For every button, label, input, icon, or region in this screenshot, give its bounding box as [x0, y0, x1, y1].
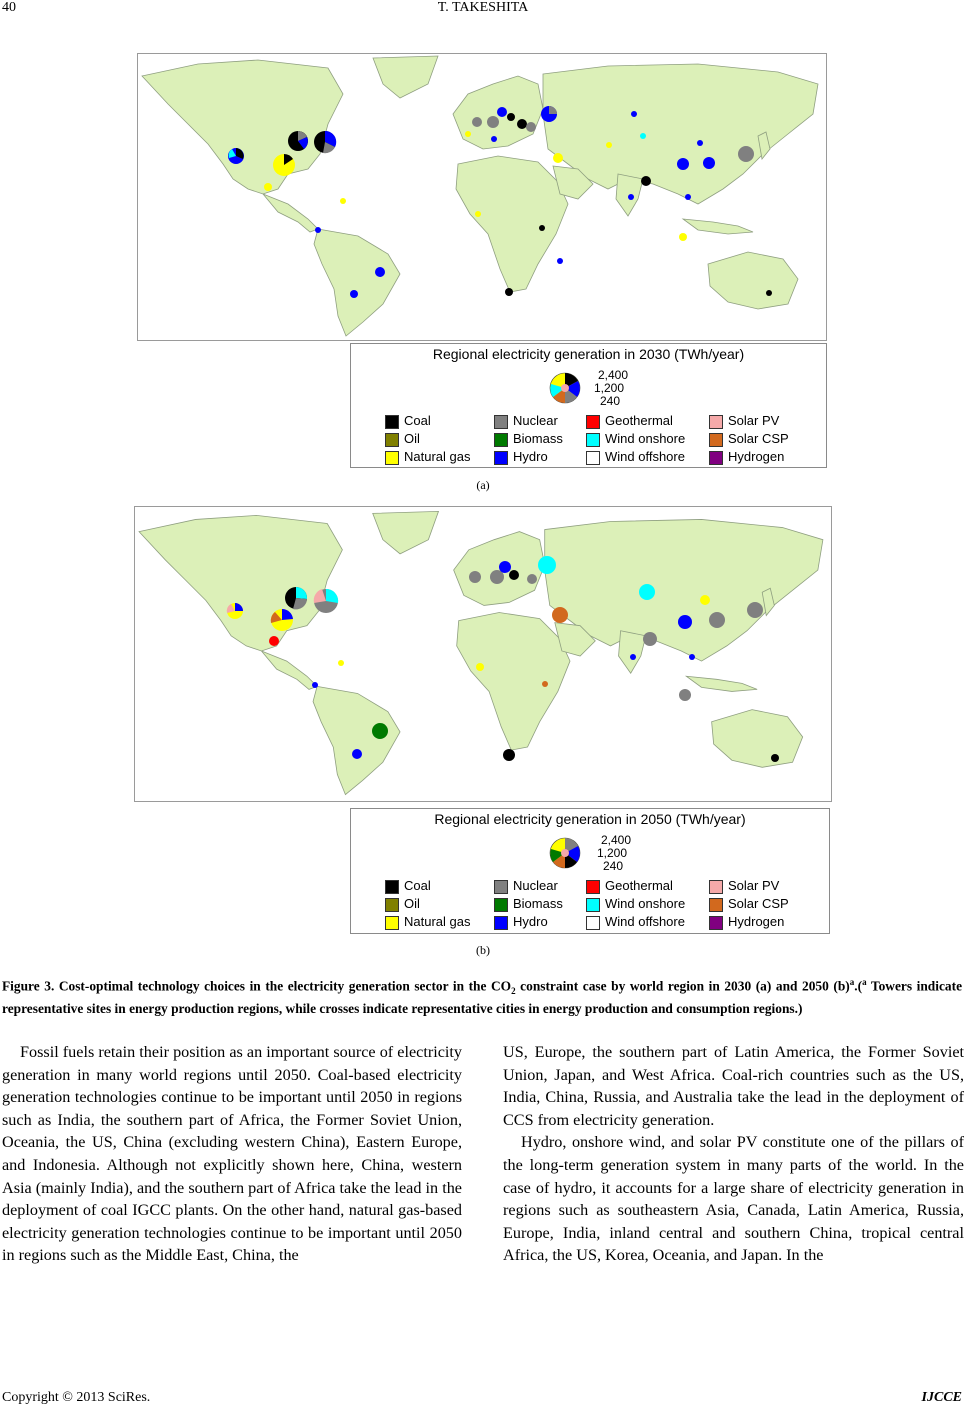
world-map-2030 — [137, 53, 827, 341]
legend-swatch — [586, 898, 600, 912]
legend-swatch — [385, 880, 399, 894]
legend-label: Hydrogen — [728, 914, 785, 929]
caption-subscript: 2 — [511, 986, 516, 997]
legend-swatch — [385, 415, 399, 429]
legend-label: Solar PV — [728, 413, 780, 428]
legend-label: Solar PV — [728, 878, 780, 893]
legend-label: Wind onshore — [605, 431, 686, 446]
caption-mid: constraint case by world region in 2030 (a) and 2050 (b) — [515, 978, 850, 994]
legend-label: Wind onshore — [605, 896, 686, 911]
legend-label: Nuclear — [513, 878, 558, 893]
legend-swatch — [586, 916, 600, 930]
legend-label: Hydrogen — [728, 449, 785, 464]
caption-lead: Figure 3. Cost-optimal technology choices in the electricity generation sector in the CO — [2, 978, 512, 994]
legend-label: Solar CSP — [728, 431, 789, 446]
legend-swatch — [709, 898, 723, 912]
legend-size-pie-2030 — [547, 370, 583, 406]
right-paragraph-1: US, Europe, the southern part of Latin America, the Former Soviet Union, Japan, and West Africa. Coal-rich countries such as the US, India, China, Russia, and Australia take the lead in the deployment of CCS from electricity generation. — [503, 1043, 964, 1129]
legend-title-2030: Regional electricity generation in 2030 (TWh/year) — [432, 346, 745, 362]
legend-swatch — [494, 880, 508, 894]
scale-label-240: 240 — [600, 394, 621, 408]
legend-swatch — [709, 415, 723, 429]
legend-label: Wind offshore — [605, 449, 685, 464]
right-paragraph-2: Hydro, onshore wind, and solar PV constitute one of the pillars of the long-term generation system in many parts of the world. In the case of hydro, it accounts for a large share of electricity generation in regions such as southeastern Asia, Canada, Latin America, Russia, Europe, India, inland central and southern China, tropical central Africa, the US, Korea, Oceania, and Japan. In the — [503, 1133, 964, 1265]
legend-label: Solar CSP — [728, 896, 789, 911]
legend-2050 — [350, 808, 830, 934]
legend-label: Natural gas — [404, 914, 471, 929]
legend-label: Wind offshore — [605, 914, 685, 929]
legend-swatch — [586, 415, 600, 429]
right-column — [503, 1041, 964, 1267]
legend-title-2050: Regional electricity generation in 2050 (TWh/year) — [434, 811, 746, 827]
map-2030-pies — [138, 54, 826, 340]
legend-label: Oil — [404, 896, 420, 911]
legend-label: Hydro — [513, 449, 548, 464]
left-column — [2, 1041, 462, 1267]
legend-label: Oil — [404, 431, 420, 446]
legend-swatch — [709, 451, 723, 465]
panel-label-a: (a) — [476, 478, 490, 492]
footer-journal: IJCCE — [921, 1390, 962, 1405]
legend-swatch — [586, 451, 600, 465]
scale-label-1200: 1,200 — [594, 381, 625, 395]
left-paragraph: Fossil fuels retain their position as an important source of electricity generation in many world regions until 2050. Coal-based electricity generation technologies continue to be important until 2050 in regions such as India, the southern part of Africa, the Former Soviet Union, Oceania, the US, China (excluding western China), Eastern Europe, and Indonesia. Although not explicitly shown here, China, western Asia (mainly India), and the southern part of Africa take the lead in the deployment of coal IGCC plants. On the other hand, natural gas-based electricity generation technologies continue to be important until 2050 in regions such as the Middle East, China, the — [2, 1043, 462, 1265]
legend-swatch — [494, 898, 508, 912]
scale-label-2400: 2,400 — [601, 833, 632, 847]
legend-swatch — [494, 415, 508, 429]
legend-label: Coal — [404, 413, 431, 428]
legend-swatch — [385, 433, 399, 447]
legend-label: Nuclear — [513, 413, 558, 428]
legend-label: Geothermal — [605, 878, 673, 893]
legend-swatch — [586, 433, 600, 447]
legend-swatch — [709, 916, 723, 930]
map-2050-pies — [135, 507, 831, 801]
legend-swatch — [494, 916, 508, 930]
legend-label: Geothermal — [605, 413, 673, 428]
page-number: 40 — [2, 0, 16, 15]
caption-tail: Towers indicate representative sites in energy production regions, while crosses indicate representative cities in energy production and consumption regions.) — [2, 978, 963, 1017]
legend-size-pie-2050 — [547, 835, 583, 871]
caption-sup2: a — [862, 977, 867, 987]
legend-swatch — [494, 433, 508, 447]
scale-label-240: 240 — [603, 859, 624, 873]
legend-swatch — [385, 451, 399, 465]
caption-mid2: .( — [854, 978, 863, 994]
panel-label-b: (b) — [476, 943, 490, 957]
legend-swatch — [385, 916, 399, 930]
legend-label: Natural gas — [404, 449, 471, 464]
scale-label-2400: 2,400 — [598, 368, 629, 382]
legend-label: Coal — [404, 878, 431, 893]
legend-swatch — [494, 451, 508, 465]
legend-label: Biomass — [513, 896, 563, 911]
legend-2030 — [350, 343, 827, 468]
scale-label-1200: 1,200 — [597, 846, 628, 860]
running-title: T. TAKESHITA — [437, 0, 529, 15]
world-map-2050 — [134, 506, 832, 802]
caption-sup: a — [849, 977, 855, 987]
figure-caption — [2, 974, 962, 1017]
footer-copyright: Copyright © 2013 SciRes. — [2, 1390, 151, 1405]
legend-label: Biomass — [513, 431, 563, 446]
legend-label: Hydro — [513, 914, 548, 929]
legend-swatch — [709, 433, 723, 447]
legend-swatch — [709, 880, 723, 894]
legend-swatch — [385, 898, 399, 912]
legend-swatch — [586, 880, 600, 894]
